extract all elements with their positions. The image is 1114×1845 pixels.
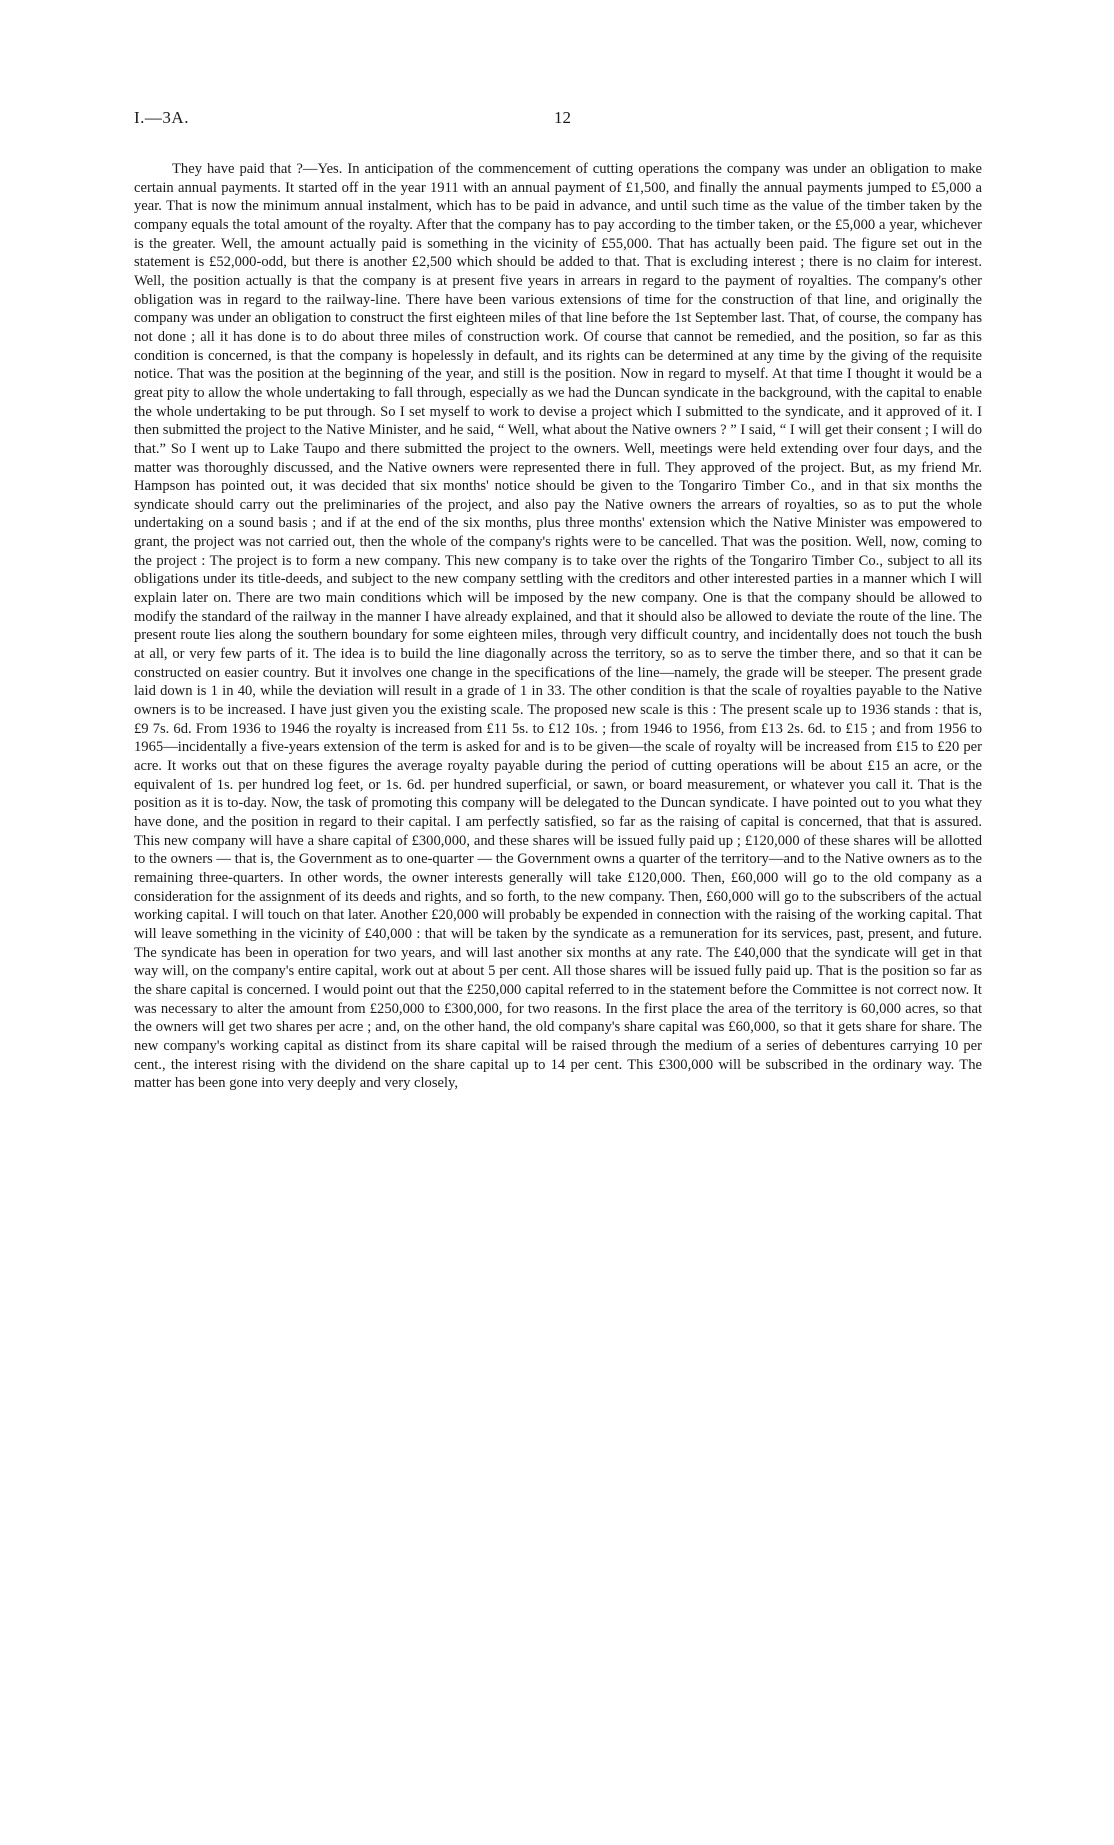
page-number: 12	[554, 108, 571, 127]
page-header	[134, 108, 982, 132]
body-paragraph: They have paid that ?—Yes. In anticipation of the commencement of cutting operations the company was under an obligation to make certain annual payments. It started off in the year 1911 with an annual payment of £1,500, and finally the annual payments jumped to £5,000 a year. That is now the minimum annual instalment, which has to be paid in advance, and until such time as the value of the timber taken by the company equals the total amount of the royalty. After that the company has to pay according to the timber taken, or the £5,000 a year, whichever is the greater. Well, the amount actually paid is something in the vicinity of £55,000. That has actually been paid. The figure set out in the statement is £52,000-odd, but there is another £2,500 which should be added to that. That is excluding interest ; there is no claim for interest. Well, the position actually is that the company is at present five years in arrears in regard to the payment of royalties. The company's other obligation was in regard to the railway-line. There have been various extensions of time for the construction of that line, and originally the company was under an obligation to construct the first eighteen miles of that line before the 1st September last. That, of course, the company has not done ; all it has done is to do about three miles of construction work. Of course that cannot be remedied, and the position, so far as this condition is concerned, is that the company is hopelessly in default, and its rights can be determined at any time by the giving of the requisite notice. That was the position at the beginning of the year, and still is the position. Now in regard to myself. At that time I thought it would be a great pity to allow the whole undertaking to fall through, especially as we had the Duncan syndicate in the background, with the capital to enable the whole undertaking to be put through. So I set myself to work to devise a project which I submitted to the syndicate, and it approved of it. I then submitted the project to the Native Minister, and he said, “ Well, what about the Native owners ? ” I said, “ I will get their consent ; I will do that.” So I went up to Lake Taupo and there submitted the project to the owners. Well, meetings were held extending over four days, and the matter was thoroughly discussed, and the Native owners were represented there in full. They approved of the project. But, as my friend Mr. Hampson has pointed out, it was decided that six months' notice should be given to the Tongariro Timber Co., and in that six months the syndicate should carry out the preliminaries of the project, and also pay the Native owners the arrears of royalties, so as to put the whole undertaking on a sound basis ; and if at the end of the six months, plus three months' extension which the Native Minister was empowered to grant, the project was not carried out, then the whole of the company's rights were to be cancelled. That was the position. Well, now, coming to the project : The project is to form a new company. This new company is to take over the rights of the Tongariro Timber Co., subject to all its obligations under its title-deeds, and subject to the new company settling with the creditors and other interested parties in a manner which I will explain later on. There are two main conditions which will be imposed by the new company. One is that the company should be allowed to modify the standard of the railway in the manner I have already explained, and that it should also be allowed to deviate the route of the line. The present route lies along the southern boundary for some eighteen miles, through very difficult country, and incidentally does not touch the bush at all, or very few parts of it. The idea is to build the line diagonally across the territory, so as to serve the timber there, and so that it can be constructed on easier country. But it involves one change in the specifications of the line—namely, the grade will be steeper. The present grade laid down is 1 in 40, while the deviation will result in a grade of 1 in 33. The other condition is that the scale of royalties payable to the Native owners is to be increased. I have just given you the existing scale. The proposed new scale is this : The present scale up to 1936 stands : that is, £9 7s. 6d. From 1936 to 1946 the royalty is increased from £11 5s. to £12 10s. ; from 1946 to 1956, from £13 2s. 6d. to £15 ; and from 1956 to 1965—incidentally a five-years extension of the term is asked for and is to be given—the scale of royalty will be increased from £15 to £20 per acre. It works out that on these figures the average royalty payable during the period of cutting operations will be about £15 an acre, or the equivalent of 1s. per hundred log feet, or 1s. 6d. per hundred superficial, or sawn, or board measurement, or whatever you call it. That is the position as it is to-day. Now, the task of promoting this company will be delegated to the Duncan syndicate. I have pointed out to you what they have done, and the position in regard to their capital. I am perfectly satisfied, so far as the raising of capital is concerned, that that is assured. This new company will have a share capital of £300,000, and these shares will be issued fully paid up ; £120,000 of these shares will be allotted to the owners — that is, the Government as to one-quarter — the Government owns a quarter of the territory—and to the Native owners as to the remaining three-quarters. In other words, the owner interests generally will take £120,000. Then, £60,000 will go to the old company as a consideration for the assignment of its deeds and rights, and so forth, to the new company. Then, £60,000 will go to the subscribers of the actual working capital. I will touch on that later. Another £20,000 will probably be expended in connection with the raising of the working capital. That will leave something in the vicinity of £40,000 : that will be taken by the syndicate as a remuneration for its services, past, present, and future. The syndicate has been in operation for two years, and will last another six months at any rate. The £40,000 that the syndicate will get in that way will, on the company's entire capital, work out at about 5 per cent. All those shares will be issued fully paid up. That is the position so far as the share capital is concerned. I would point out that the £250,000 capital referred to in the statement before the Committee is not correct now. It was necessary to alter the amount from £250,000 to £300,000, for two reasons. In the first place the area of the territory is 60,000 acres, so that the owners will get two shares per acre ; and, on the other hand, the old company's share capital was £60,000, so that it gets share for share. The new company's working capital as distinct from its share capital will be raised through the medium of a series of debentures carrying 10 per cent., the interest rising with the dividend on the share capital up to 14 per cent. This £300,000 will be subscribed in the ordinary way. The matter has been gone into very deeply and very closely,	[134, 161, 982, 1092]
document-reference: I.—3A.	[134, 108, 189, 127]
